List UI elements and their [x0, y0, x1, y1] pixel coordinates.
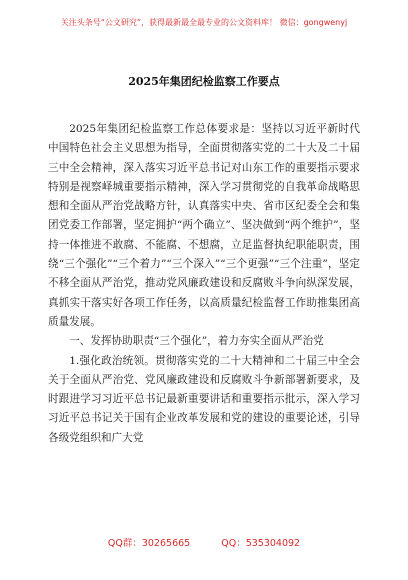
section-heading-1: 一、发挥协助职责“三个强化”，着力夯实全面从严治党: [69, 335, 324, 348]
paragraph-political-leadership: 1.强化政治统领。贯彻落实党的二十大精神和二十届三中全会关于全面从严治党、党风廉政建设和反腐败斗争新部署新要求，及时跟进学习习近平总书记最新重要讲话和重要指示批示，深入学习习近平总书记关于国有企业改革发展和党的建设的重要论述，引导各级党组织和广大党: [48, 354, 360, 444]
document-title: 2025年集团纪检监察工作要点: [128, 75, 280, 88]
footer: [0, 535, 408, 549]
document-body: [48, 120, 360, 448]
paragraph-overview: 2025年集团纪检监察工作总体要求是：坚持以习近平新时代中国特色社会主义思想为指导，全面贯彻落实党的二十大及二十届三中全会精神，深入落实习近平总书记对山东工作的重要指示要求特别是视察峄城重要指示精神，深入学习贯彻党的自我革命战略思想和全面从严治党战略方针，认真落实中央、省市区纪委全会和集团党委工作部署，坚定拥护“两个确立”、坚决做到“两个维护”，坚持一体推进不敢腐、不能腐、不想腐，立足监督执纪职能职责，围绕“三个强化”“三个着力”“三个深入”“三个更强”“三个注重”，坚定不移全面从严治党，推动党风廉政建设和反腐败斗争向纵深发展，真抓实干落实好各项工作任务，以高质量纪检监督工作助推集团高质量发展。: [48, 123, 360, 328]
header-notice: 关注头条号“公文研究”，获得最新最全最专业的公文资料库！ 微信：gongwenyj: [60, 18, 348, 27]
footer-qq-contact: QQ：535304092: [221, 538, 301, 549]
footer-qq-group: QQ群：30265665: [107, 538, 191, 549]
